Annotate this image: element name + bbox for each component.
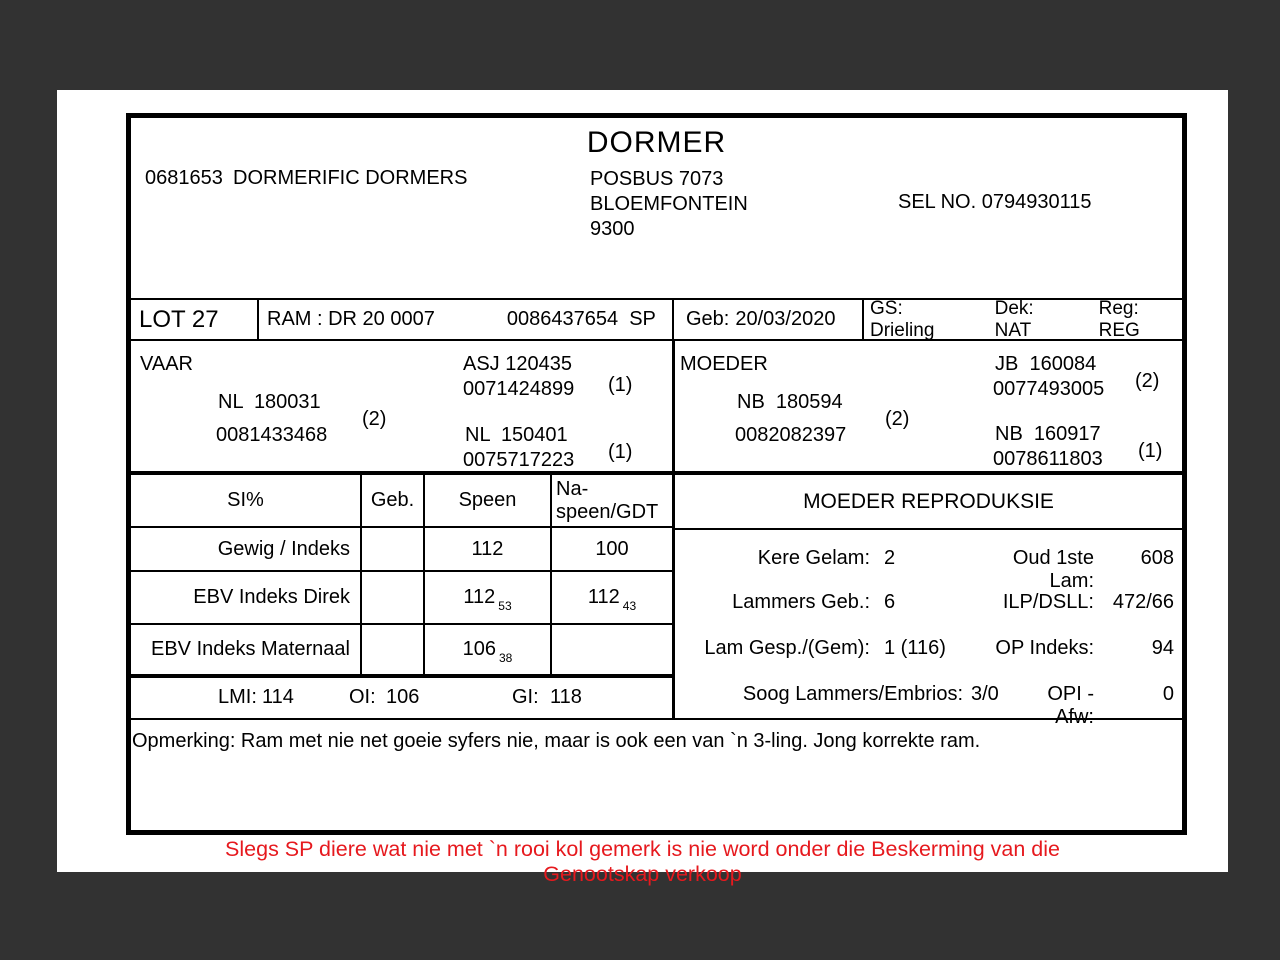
gi-label: GI:: [512, 686, 539, 708]
sire-sire-number: 0071424899: [463, 378, 575, 400]
oi-label: OI:: [349, 686, 376, 708]
lam-gesp-value: 1 (116): [884, 637, 946, 659]
geb-header: Geb.: [362, 475, 425, 526]
dam-sire-name: JB 160084: [995, 353, 1097, 375]
kere-gelam-value: 2: [884, 547, 896, 569]
speen-header: Speen: [425, 475, 552, 526]
accuracy-subscript: 43: [622, 598, 637, 613]
dam-dam-flag: (1): [1138, 440, 1163, 462]
table-row: [131, 528, 672, 572]
reproduction-row: [675, 637, 1182, 660]
lot-number: LOT 27: [131, 300, 259, 339]
sheet-header: [131, 118, 1182, 298]
geb-value: [362, 625, 425, 674]
op-indeks-value: 94: [1151, 637, 1174, 659]
address-line-2: BLOEMFONTEIN: [590, 193, 748, 215]
table-row: [131, 625, 672, 678]
op-indeks-label: OP Indeks:: [995, 637, 1094, 659]
reproduction-title: MOEDER REPRODUKSIE: [675, 475, 1182, 530]
soog-lammers-label: Soog Lammers/Embrios:: [742, 683, 963, 705]
status-cell: [864, 297, 1182, 341]
lam-gesp-label: Lam Gesp./(Gem):: [704, 637, 870, 659]
naspeen-value: 100: [595, 537, 629, 560]
dam-dam-name: NB 160917: [995, 423, 1101, 445]
oud-1ste-lam-value: 608: [1140, 547, 1174, 569]
sire-dam-flag: (1): [608, 441, 633, 463]
sire-sire-flag: (1): [608, 374, 633, 396]
naspeen-value: [552, 625, 672, 674]
disclaimer-line-1: Slegs SP diere wat nie met `n rooi kol gemerk is nie word onder die Beskerming van die: [225, 837, 1060, 861]
accuracy-subscript: 53: [498, 598, 512, 613]
row-label: EBV Indeks Direk: [131, 572, 362, 623]
sire-name: NL 180031: [218, 391, 321, 413]
birth-date: 20/03/2020: [735, 308, 836, 330]
row-label: Gewig / Indeks: [131, 528, 362, 570]
oud-1ste-lam-label: Oud 1ste Lam:: [1012, 547, 1094, 592]
table-row: [131, 572, 672, 625]
ilp-dsll-label: ILP/DSLL:: [1002, 591, 1094, 613]
sire-section-label: VAAR: [140, 353, 193, 375]
remark-text: Opmerking: Ram met nie net goeie syfers nie, maar is ook een van `n 3-ling. Jong korrekte ram.: [132, 730, 981, 752]
gi-value: 118: [550, 686, 582, 708]
mother-reproduction-box: [675, 475, 1182, 728]
breed-title: DORMER: [586, 126, 727, 159]
lmi-label: LMI:: [218, 686, 257, 708]
lammers-geb-value: 6: [884, 591, 896, 613]
naspeen-value: 112 43: [587, 586, 637, 613]
sire-pedigree: [131, 341, 675, 471]
accuracy-subscript: 38: [499, 650, 513, 665]
birth-cell: [674, 300, 864, 339]
index-summary-row: [131, 678, 672, 718]
selection-index-table: [131, 475, 675, 718]
ilp-dsll-value: 472/66: [1112, 591, 1174, 613]
animal-cell: [259, 300, 674, 339]
dam-dam-number: 0078611803: [993, 448, 1103, 470]
sire-flag: (2): [362, 408, 387, 430]
reproduction-row: [675, 591, 1182, 614]
si-header-row: [131, 475, 672, 528]
remark-row: [131, 718, 1182, 830]
sire-number: 0081433468: [216, 424, 328, 446]
member-number: 0681653: [145, 167, 223, 189]
dam-sire-flag: (2): [1135, 370, 1160, 392]
catalog-page: [57, 90, 1228, 886]
mating-type: Dek: NAT: [994, 297, 1034, 341]
dam-section-label: MOEDER: [680, 353, 768, 375]
reproduction-row: [675, 547, 1182, 593]
animal-id: 0086437654 SP: [506, 308, 656, 330]
opi-afw-label: OPI - Afw:: [1047, 683, 1094, 728]
pedigree-row: [131, 341, 1182, 475]
address-line-3: 9300: [590, 218, 635, 240]
si-header: SI%: [131, 475, 362, 526]
oi-value: 106: [386, 686, 420, 708]
disclaimer-line-2: Genootskap verkoop: [543, 862, 742, 886]
speen-value: 112: [425, 528, 552, 570]
geb-value: [362, 572, 425, 623]
stud-name: DORMERIFIC DORMERS: [233, 167, 468, 189]
naspeen-header: Na- speen/GDT: [556, 477, 659, 523]
birth-status: GS: Drieling: [870, 297, 935, 341]
registration-status: Reg: REG: [1098, 297, 1140, 341]
row-label: EBV Indeks Maternaal: [131, 625, 362, 674]
speen-value: 112 53: [425, 572, 552, 623]
kere-gelam-label: Kere Gelam:: [757, 547, 870, 569]
lammers-geb-label: Lammers Geb.:: [732, 591, 870, 613]
birth-label: Geb:: [686, 308, 730, 330]
sel-number: SEL NO. 0794930115: [898, 191, 1092, 213]
dam-sire-number: 0077493005: [993, 378, 1105, 400]
dam-name: NB 180594: [737, 391, 843, 413]
lmi-value: 114: [262, 686, 294, 708]
dam-pedigree: [675, 341, 1182, 471]
opi-afw-value: 0: [1162, 683, 1174, 705]
soog-lammers-value: 3/0: [971, 683, 999, 705]
address-line-1: POSBUS 7073: [590, 168, 724, 190]
stud-address: [590, 167, 748, 242]
geb-value: [362, 528, 425, 570]
sire-sire-name: ASJ 120435: [463, 353, 572, 375]
dam-flag: (2): [885, 408, 910, 430]
speen-value: 106 38: [425, 625, 552, 674]
lot-sheet: [126, 113, 1187, 835]
lot-row: [131, 298, 1182, 341]
sire-dam-name: NL 150401: [465, 424, 568, 446]
animal-label: RAM : DR 20 0007: [267, 308, 435, 330]
dam-number: 0082082397: [735, 424, 847, 446]
sire-dam-number: 0075717223: [463, 449, 575, 471]
